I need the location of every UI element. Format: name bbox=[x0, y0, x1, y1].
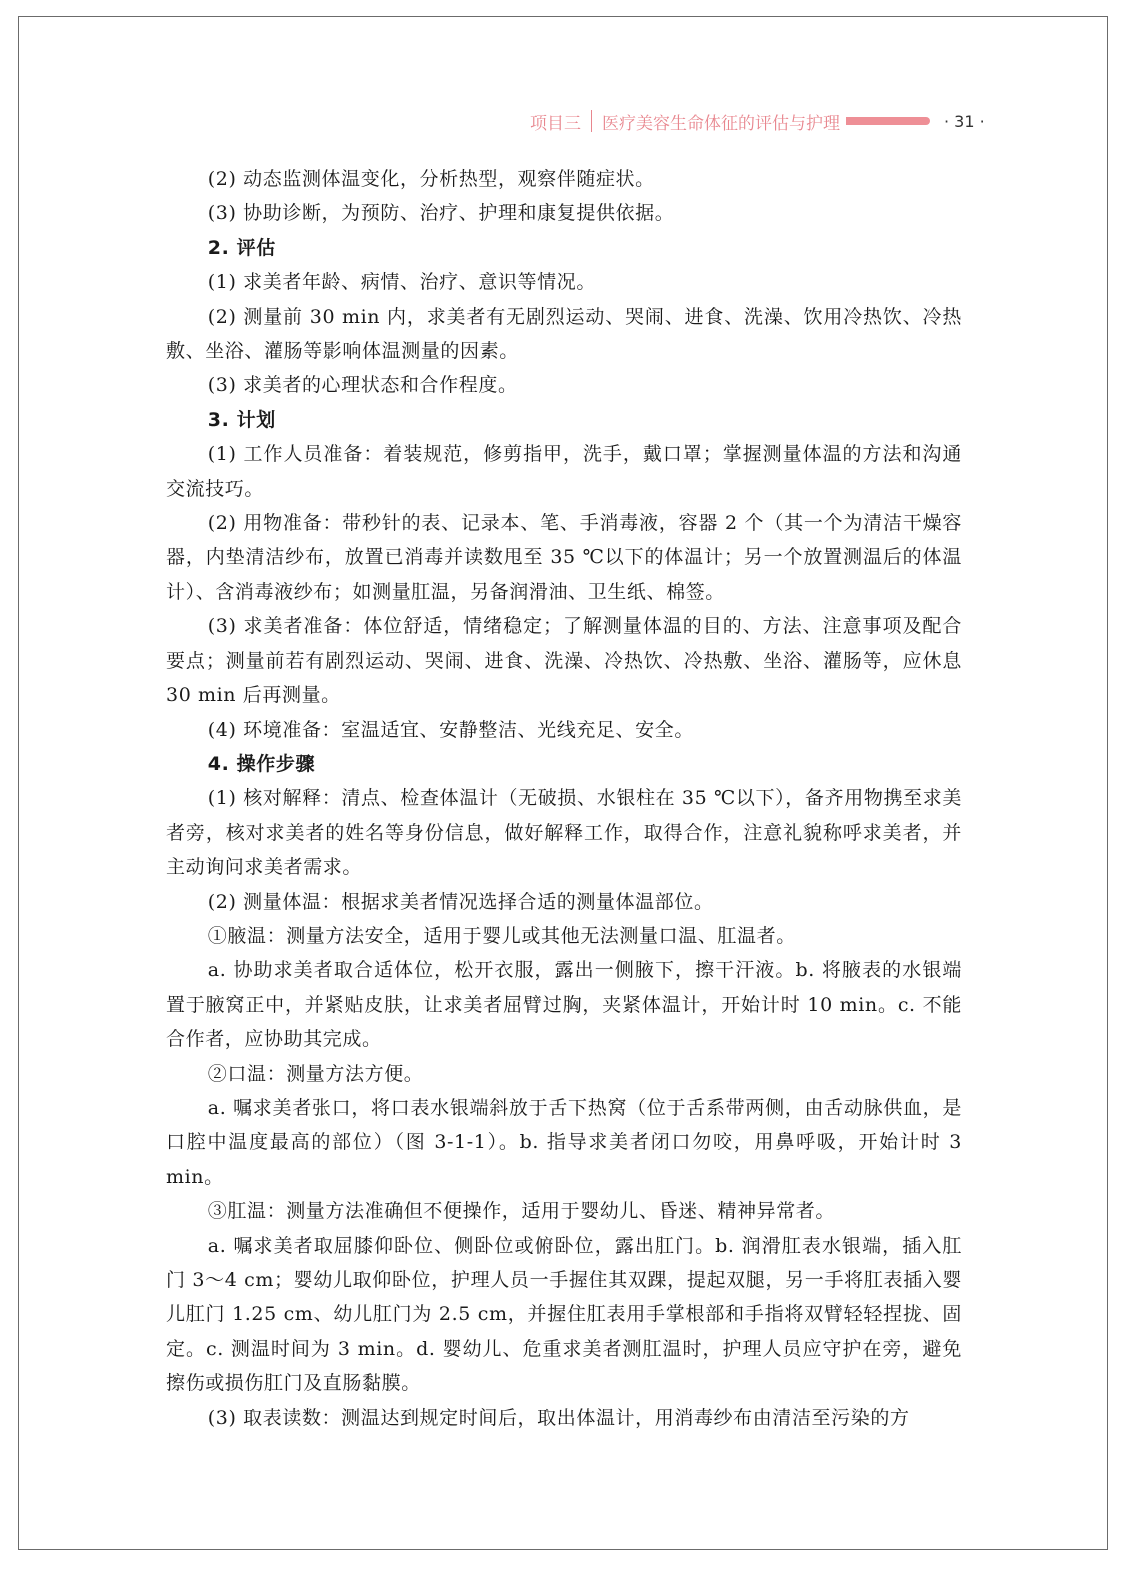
paragraph: (2) 动态监测体温变化，分析热型，观察伴随症状。 bbox=[207, 168, 655, 190]
running-header bbox=[530, 106, 985, 136]
paragraph: (3) 取表读数：测温达到规定时间后，取出体温计，用消毒纱布由清洁至污染的方 bbox=[207, 1406, 910, 1429]
paragraph: (1) 核对解释：清点、检查体温计（无破损、水银柱在 35 ℃以下），备齐用物携至求美者旁，核对求美者的姓名等身份信息，做好解释工作，取得合作，注意礼貌称呼求美者，并主动询问求美者需求。 bbox=[166, 787, 962, 879]
paragraph: a. 嘱求美者取屈膝仰卧位、侧卧位或俯卧位，露出肛门。b. 润滑肛表水银端，插入肛门 3～4 cm；婴幼儿取仰卧位，护理人员一手握住其双踝，提起双腿，另一手将肛表插入婴儿肛门 1.25 cm、幼儿肛门为 2.5 cm，并握住肛表用手掌根部和手指将双臂轻轻捏拢、固定。c. 测温时间为 3 min。d. 婴幼儿、危重求美者测肛温时，护理人员应守护在旁，避免擦伤或损伤肛门及直肠黏膜。 bbox=[166, 1234, 962, 1395]
header-divider bbox=[591, 110, 592, 132]
body-text bbox=[166, 162, 962, 1435]
paragraph: (1) 求美者年龄、病情、治疗、意识等情况。 bbox=[207, 271, 596, 294]
paragraph: (3) 协助诊断，为预防、治疗、护理和康复提供依据。 bbox=[207, 202, 675, 225]
header-title: 医疗美容生命体征的评估与护理 bbox=[602, 113, 840, 134]
paragraph: (4) 环境准备：室温适宜、安静整洁、光线充足、安全。 bbox=[207, 718, 694, 741]
section-heading: 3. 计划 bbox=[207, 408, 276, 431]
page-number: · 31 · bbox=[944, 111, 985, 131]
paragraph: (1) 工作人员准备：着装规范，修剪指甲，洗手，戴口罩；掌握测量体温的方法和沟通交流技巧。 bbox=[166, 443, 962, 500]
section-heading: 2. 评估 bbox=[207, 236, 276, 259]
paragraph: (2) 测量前 30 min 内，求美者有无剧烈运动、哭闹、进食、洗澡、饮用冷热饮、冷热敷、坐浴、灌肠等影响体温测量的因素。 bbox=[166, 305, 962, 363]
paragraph: ③肛温：测量方法准确但不便操作，适用于婴幼儿、昏迷、精神异常者。 bbox=[207, 1200, 835, 1223]
section-heading: 4. 操作步骤 bbox=[207, 752, 316, 775]
header-section: 项目三 bbox=[530, 113, 581, 134]
paragraph: (2) 用物准备：带秒针的表、记录本、笔、手消毒液，容器 2 个（其一个为清洁干燥容器，内垫清洁纱布，放置已消毒并读数甩至 35 ℃以下的体温计；另一个放置测温后的体温计）、含消毒液纱布；如测量肛温，另备润滑油、卫生纸、棉签。 bbox=[166, 512, 962, 603]
paragraph: a. 嘱求美者张口，将口表水银端斜放于舌下热窝（位于舌系带两侧，由舌动脉供血，是口腔中温度最高的部位）（图 3-1-1）。b. 指导求美者闭口勿咬，用鼻呼吸，开始计时 3 min。 bbox=[166, 1096, 962, 1188]
paragraph: a. 协助求美者取合适体位，松开衣服，露出一侧腋下，擦干汗液。b. 将腋表的水银端置于腋窝正中，并紧贴皮肤，让求美者屈臂过胸，夹紧体温计，开始计时 10 min。c. 不能合作者，应协助其完成。 bbox=[166, 959, 962, 1051]
paragraph: ①腋温：测量方法安全，适用于婴儿或其他无法测量口温、肛温者。 bbox=[207, 924, 796, 947]
paragraph: (2) 测量体温：根据求美者情况选择合适的测量体温部位。 bbox=[207, 890, 714, 913]
paragraph: (3) 求美者的心理状态和合作程度。 bbox=[207, 374, 518, 397]
paragraph: (3) 求美者准备：体位舒适，情绪稳定；了解测量体温的目的、方法、注意事项及配合要点；测量前若有剧烈运动、哭闹、进食、洗澡、冷热饮、冷热敷、坐浴、灌肠等，应休息 30 min 后再测量。 bbox=[166, 615, 962, 707]
paragraph: ②口温：测量方法方便。 bbox=[207, 1062, 424, 1085]
header-accent-bar bbox=[846, 117, 930, 125]
